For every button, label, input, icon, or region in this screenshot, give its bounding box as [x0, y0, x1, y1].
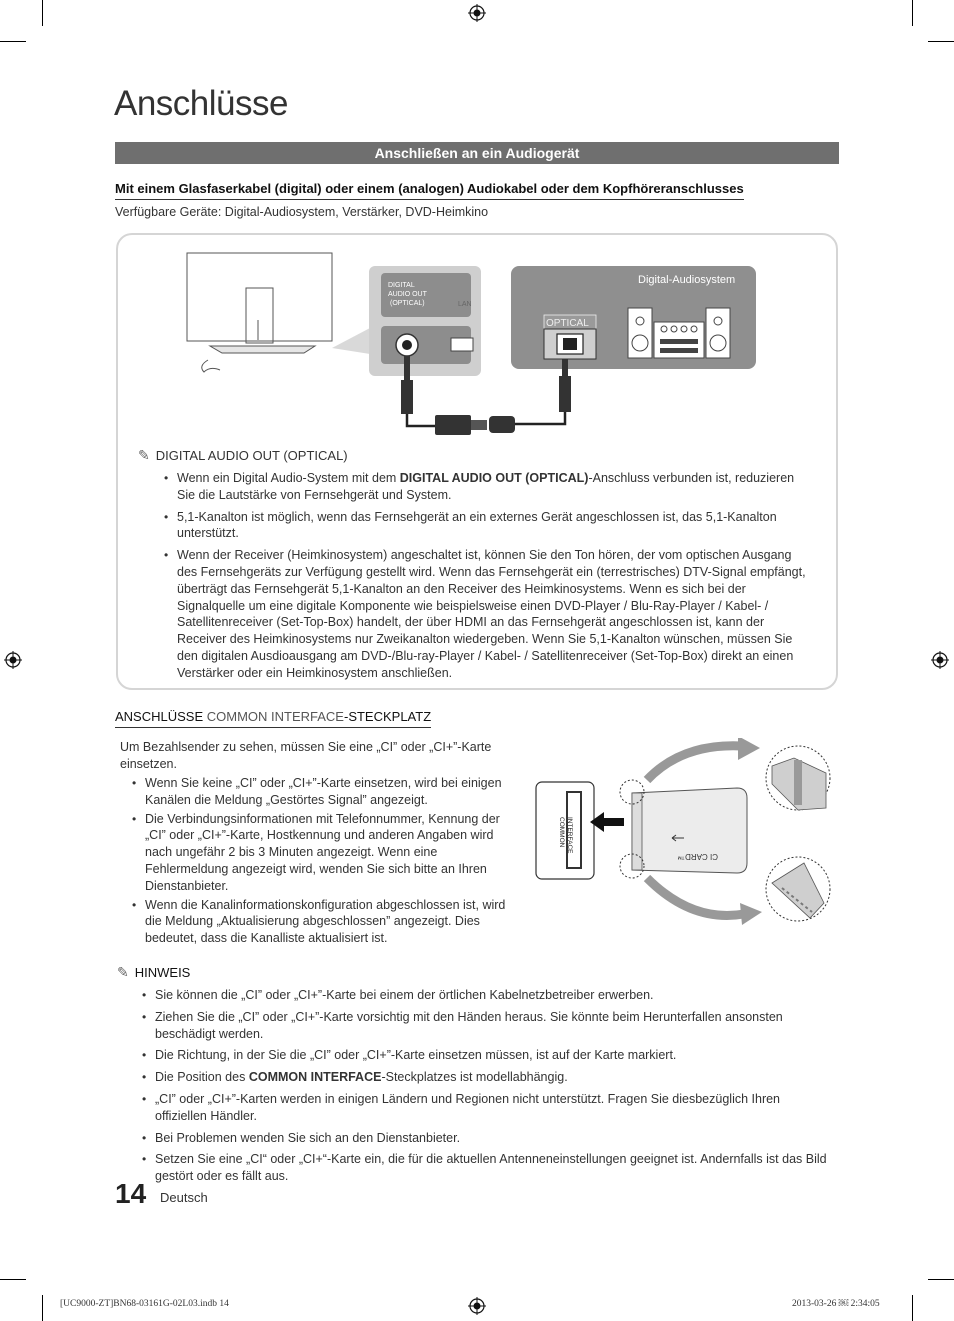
pencil-note-icon: ✎ — [138, 447, 150, 463]
crop-mark — [0, 41, 26, 42]
section-heading-bar: Anschließen an ein Audiogerät — [115, 142, 839, 164]
registration-mark-icon — [4, 651, 22, 669]
list-item: • 5,1-Kanalton ist möglich, wenn das Fernsehgerät an ein externes Gerät angeschlossen ist, das 5,1-Kanalton unterstützt. — [177, 509, 807, 543]
crop-mark — [0, 1279, 26, 1280]
audio-system-label: Digital-Audiosystem — [638, 274, 736, 286]
crop-mark — [912, 1295, 913, 1321]
page-number: 14 — [115, 1178, 147, 1209]
list-item: • Wenn Sie keine „CI” oder „CI+”-Karte einsetzen, wird bei einigen Kanälen die Meldung „Gestörtes Signal” angezeigt. — [145, 775, 520, 809]
section-subheading: Mit einem Glasfaserkabel (digital) oder einem (analogen) Audiokabel oder dem Kopfhöreranschlusses — [115, 181, 744, 200]
optical-input-label: OPTICAL — [546, 318, 589, 329]
footer-timestamp: 2013-03-26 ￼ 2:34:05 — [792, 1299, 880, 1309]
ci-card-diagram — [532, 738, 837, 928]
list-item: • Die Position des COMMON INTERFACE-Steckplatzes ist modellabhängig. — [155, 1069, 835, 1086]
optical-notes-list — [177, 470, 807, 682]
list-item: • Die Richtung, in der Sie die „CI” oder „CI+”-Karte einsetzen müssen, ist auf der Karte markiert. — [155, 1047, 835, 1064]
ci-intro-text: Um Bezahlsender zu sehen, müssen Sie eine „CI” oder „CI+”-Karte einsetzen. — [120, 740, 492, 771]
registration-mark-icon — [468, 4, 486, 22]
ci-slot-label-interface: INTERFACE — [566, 817, 573, 854]
page-title: Anschlüsse — [114, 84, 288, 123]
port-label-digital: DIGITAL — [388, 282, 415, 289]
list-item: • Sie können die „CI” oder „CI+”-Karte bei einem der örtlichen Kabelnetzbetreiber erwerben. — [155, 987, 835, 1004]
registration-mark-icon — [931, 651, 949, 669]
optical-connection-diagram — [180, 248, 770, 438]
list-item: • Die Verbindungsinformationen mit Telefonnummer, Kennung der „CI” oder „CI+”-Karte, Hostkennung und anderen Angaben wird nach ungefähr 2 bis 3 Minuten angezeigt. Wenn eine Fehlermeldung angezeigt wird, wenden Sie sich bitte an Ihren Dienstanbieter. — [145, 811, 520, 895]
hinweis-heading-text: HINWEIS — [134, 965, 191, 980]
available-devices-text: Verfügbare Geräte: Digital-Audiosystem, Verstärker, DVD-Heimkino — [115, 205, 489, 219]
crop-mark — [42, 0, 43, 26]
footer-file-info: [UC9000-ZT]BN68-03161G-02L03.indb 14 — [60, 1299, 229, 1309]
registration-mark-icon — [468, 1297, 486, 1315]
port-label-lan: LAN — [458, 301, 472, 308]
tv-port-panel — [369, 266, 481, 376]
list-item: • Setzen Sie eine „CI“ oder „CI+“-Karte ein, die für die aktuellen Antenneneinstellungen geeignet ist. Andernfalls ist das Bild gestört oder es fällt aus. — [155, 1151, 835, 1185]
pencil-note-icon: ✎ — [117, 964, 129, 980]
port-label-audio-out: AUDIO OUT — [388, 291, 427, 298]
page-language: Deutsch — [160, 1190, 208, 1205]
ci-card-label: CI CARD™ — [677, 852, 718, 861]
list-item: • Wenn ein Digital Audio-System mit dem DIGITAL AUDIO OUT (OPTICAL)-Anschluss verbunden ist, reduzieren Sie die Lautstärke von Fernsehgerät und System. — [177, 470, 807, 504]
list-item: • „CI” oder „CI+”-Karten werden in einigen Ländern und Regionen nicht unterstützt. Fragen Sie diesbezüglich Ihren offiziellen Händler. — [155, 1091, 835, 1125]
port-label-optical: (OPTICAL) — [390, 300, 425, 307]
ci-slot-label-common: COMMON — [558, 817, 565, 848]
optical-notes-heading — [138, 447, 348, 464]
digital-audio-system-box — [511, 266, 756, 369]
optical-notes-heading-text: DIGITAL AUDIO OUT (OPTICAL) — [155, 448, 348, 463]
list-item: • Bei Problemen wenden Sie sich an den Dienstanbieter. — [155, 1130, 835, 1147]
crop-mark — [42, 1295, 43, 1321]
list-item: • Ziehen Sie die „CI” oder „CI+”-Karte vorsichtig mit den Händen heraus. Sie könnte beim Herunterfallen ansonsten beschädigt werden. — [155, 1009, 835, 1043]
crop-mark — [928, 41, 954, 42]
tv-back-illustration — [187, 253, 332, 372]
hinweis-list — [155, 987, 835, 1185]
list-item: • Wenn die Kanalinformationskonfiguration abgeschlossen ist, wird die Meldung „Aktualisierung abgeschlossen” angezeigt. Dies bedeutet, dass die Kanalliste aktualisiert ist. — [145, 897, 520, 947]
crop-mark — [912, 0, 913, 26]
list-item: • Wenn der Receiver (Heimkinosystem) angeschaltet ist, können Sie den Ton hören, der vom optischen Ausgang des Fernsehgeräts zur Verfügung gestellt wird. Wenn das Fernsehgerät ein (terrestrisches) DTV-Signal empfängt, überträgt das Fernsehgerät 5,1-Kanalton an den Receiver des Heimkinosystems. Wenn es sich bei der Signalquelle um eine digitale Komponente wie beispielsweise einen DVD-Player / Blu-Ray-Player / Kabel- / Satellitenreceiver (Set-Top-Box) handelt, der über HDMI an das Fernsehgerät angeschlossen ist, kann der Receiver des Heimkinosystems nur Zweikanalton wiedergeben. Wenn Sie 5,1-Kanalton wünschen, müssen Sie den digitalen Ausdioausgang am DVD-/Blu-ray-Player / Kabel- / Satellitenreceiver (Set-Top-Box) direkt an einen Verstärker oder ein Heimkinosystem anschließen. — [177, 547, 807, 681]
hinweis-heading — [117, 964, 190, 981]
crop-mark — [928, 1279, 954, 1280]
ci-bullet-list — [145, 775, 520, 947]
ci-section-heading: ANSCHLÜSSE COMMON INTERFACE-STECKPLATZ — [115, 709, 431, 728]
